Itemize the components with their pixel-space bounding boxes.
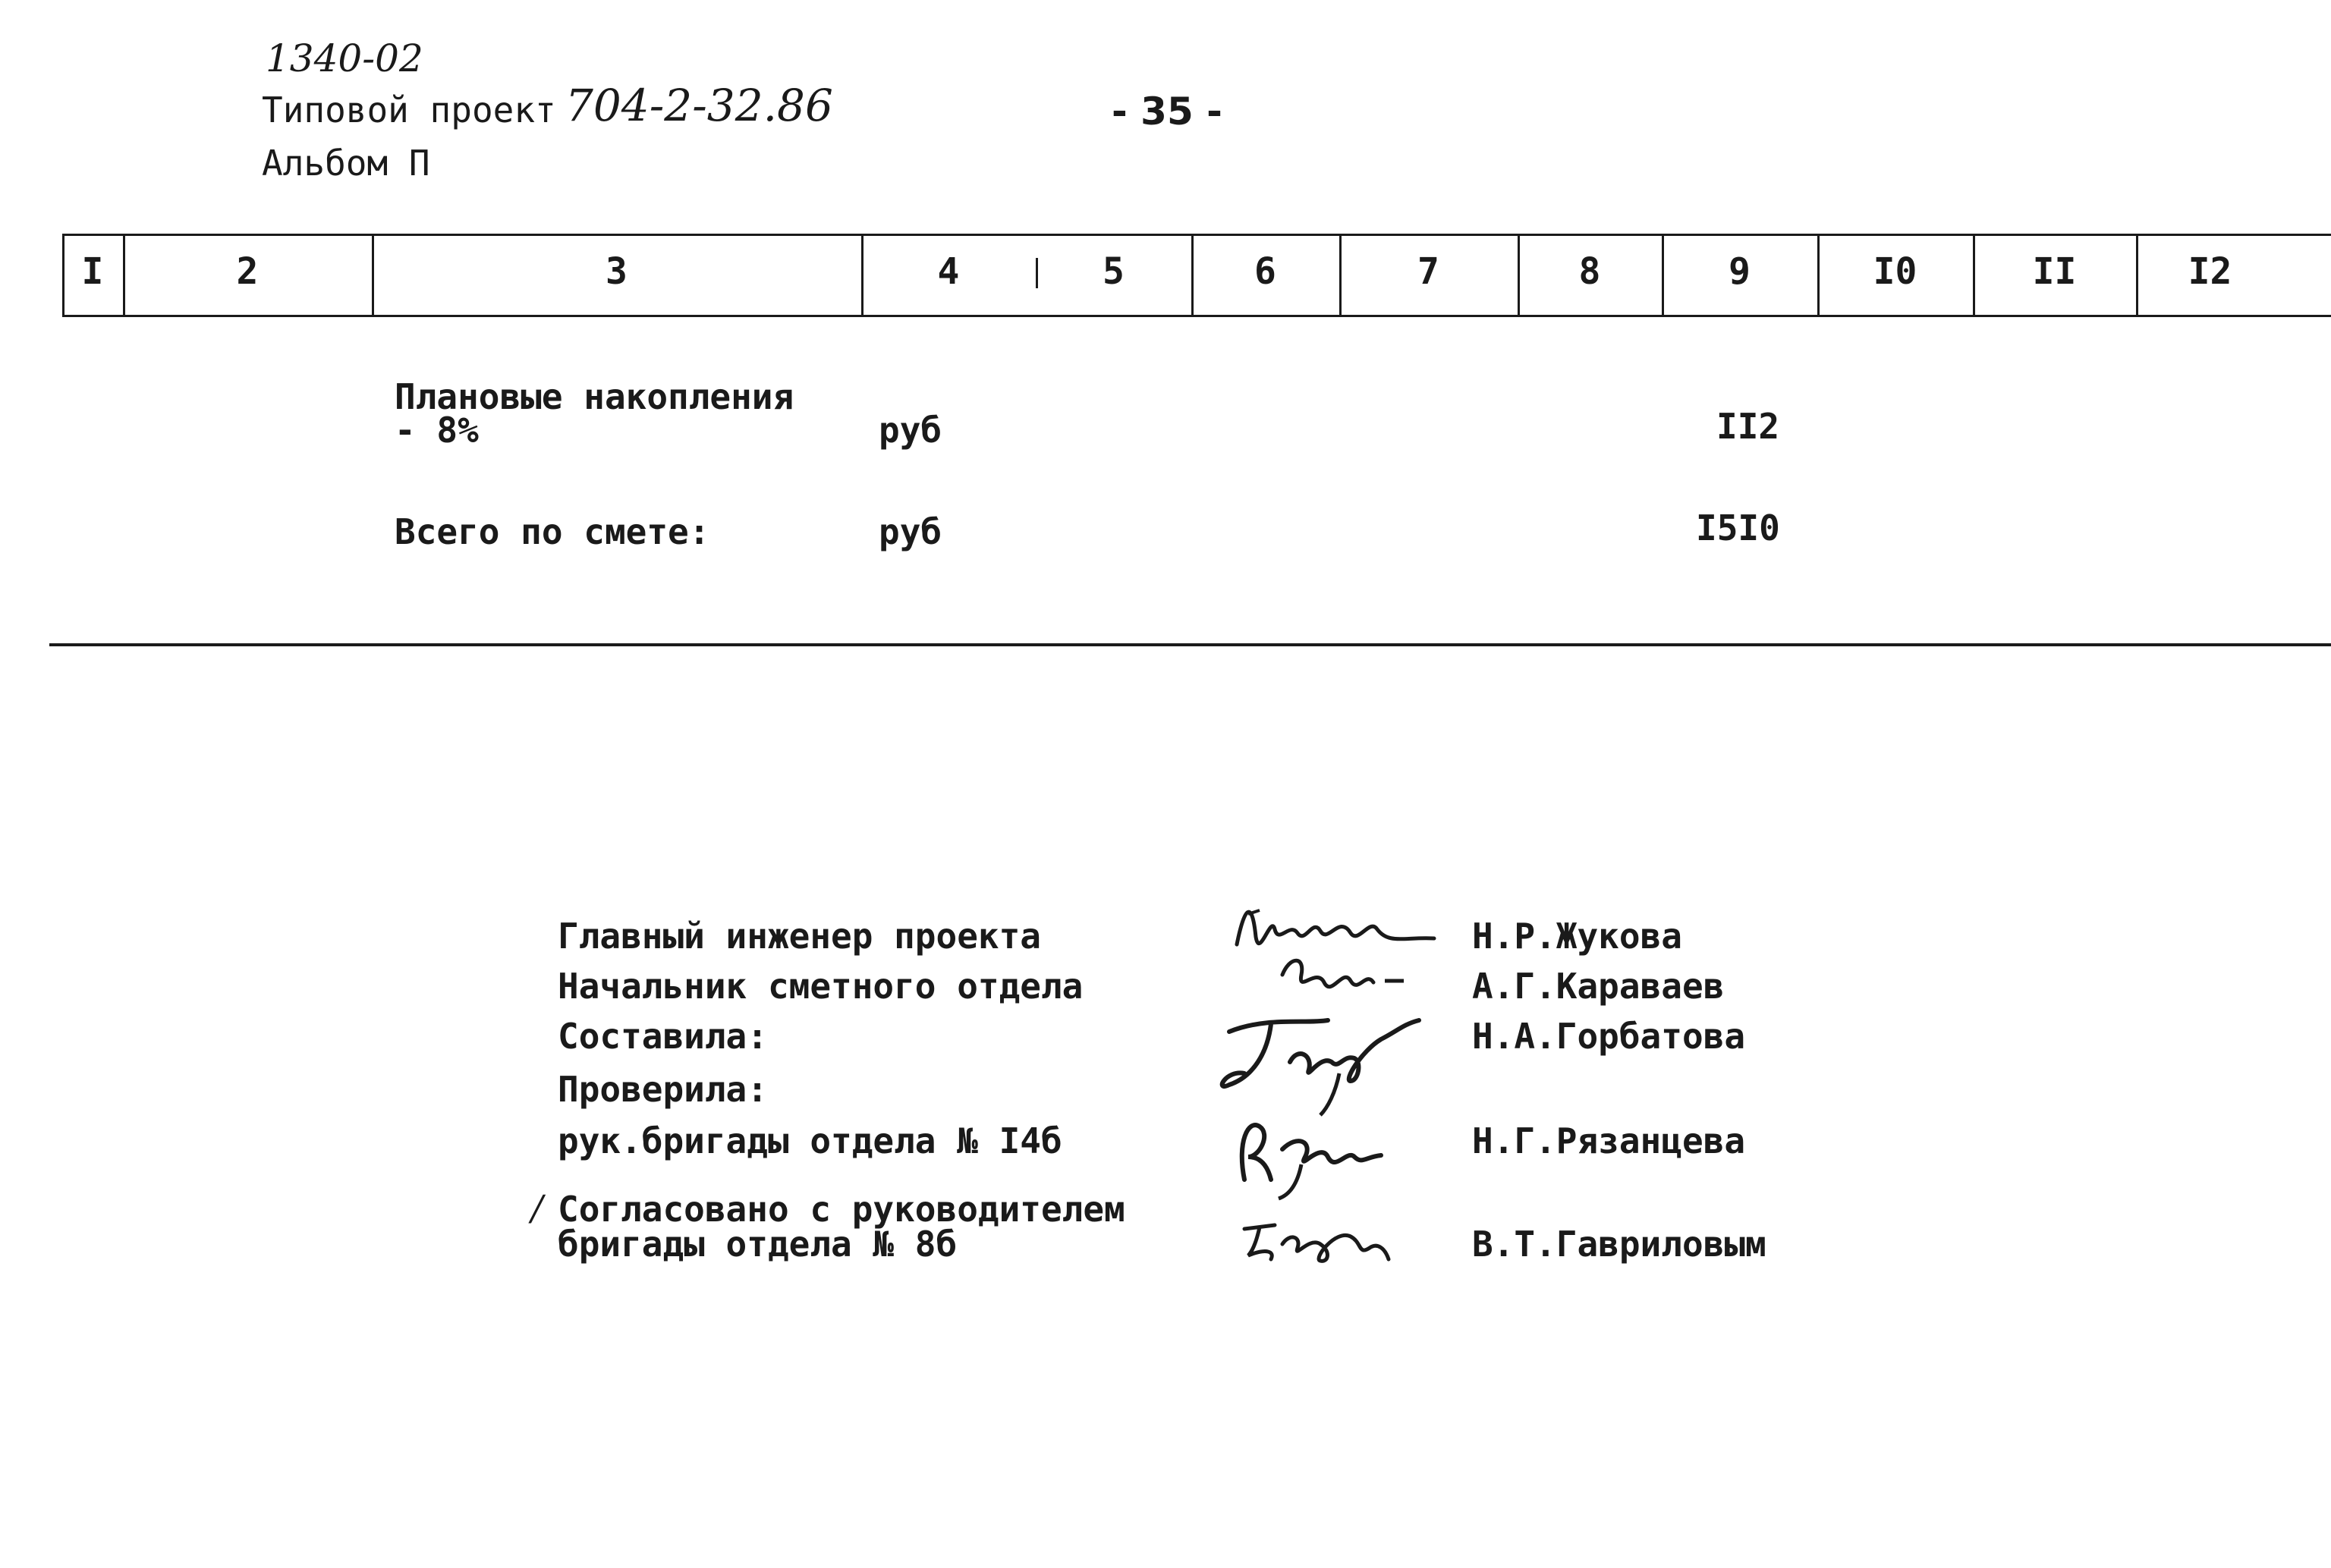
signature-role: рук.бригады отдела № I4б	[558, 1120, 1062, 1161]
row-unit: руб	[879, 410, 942, 451]
project-code: 704-2-32.86	[565, 80, 833, 131]
column-number: 8	[1578, 250, 1601, 293]
signatory-name: Н.А.Горбатова	[1472, 1016, 1746, 1057]
album-label: Альбом П	[262, 143, 430, 184]
doc-number: 1340-02	[266, 36, 423, 80]
signatory-name: А.Г.Караваев	[1472, 966, 1725, 1007]
row-name: Всего по смете:	[395, 511, 710, 552]
signature-role: Главный инженер проекта	[558, 916, 1041, 957]
handwritten-signature	[1237, 1206, 1396, 1274]
row-name: Плановые накопления	[395, 376, 794, 417]
table-bottom-border	[49, 643, 2331, 646]
row-value: I5I0	[1696, 507, 1780, 548]
signature-role: Проверила:	[558, 1069, 768, 1110]
handwritten-signature	[1214, 1111, 1389, 1202]
column-number: 3	[606, 250, 628, 293]
column-number: I0	[1873, 250, 1917, 293]
row-value: II2	[1716, 406, 1780, 447]
handwritten-signature	[1275, 952, 1411, 1005]
signatory-name: Н.Г.Рязанцева	[1472, 1120, 1746, 1161]
column-number: I2	[2188, 250, 2232, 293]
column-number: II	[2032, 250, 2077, 293]
column-number: 6	[1254, 250, 1276, 293]
column-number: 2	[236, 250, 259, 293]
table-top-border	[62, 234, 2331, 236]
column-number: I	[81, 250, 104, 293]
agreement-mark: /	[531, 1187, 543, 1228]
signature-role: Согласовано с руководителем	[558, 1189, 1125, 1230]
signature-role-continuation: бригады отдела № 8б	[558, 1224, 958, 1265]
column-number: 4	[937, 250, 960, 293]
handwritten-signature	[1206, 1009, 1427, 1123]
column-number: 9	[1729, 250, 1751, 293]
signatory-name: Н.Р.Жукова	[1472, 916, 1682, 957]
column-number: 7	[1417, 250, 1439, 293]
signature-role: Составила:	[558, 1016, 768, 1057]
table-header-bottom-border	[62, 315, 2331, 317]
project-label: Типовой проект	[262, 90, 556, 130]
page-number: - 35 -	[1112, 90, 1222, 134]
column-number: 5	[1103, 250, 1125, 293]
row-name-continuation: - 8%	[395, 410, 479, 451]
row-unit: руб	[879, 511, 942, 552]
signatory-name: В.Т.Гавриловым	[1472, 1224, 1766, 1265]
signature-role: Начальник сметного отдела	[558, 966, 1084, 1007]
